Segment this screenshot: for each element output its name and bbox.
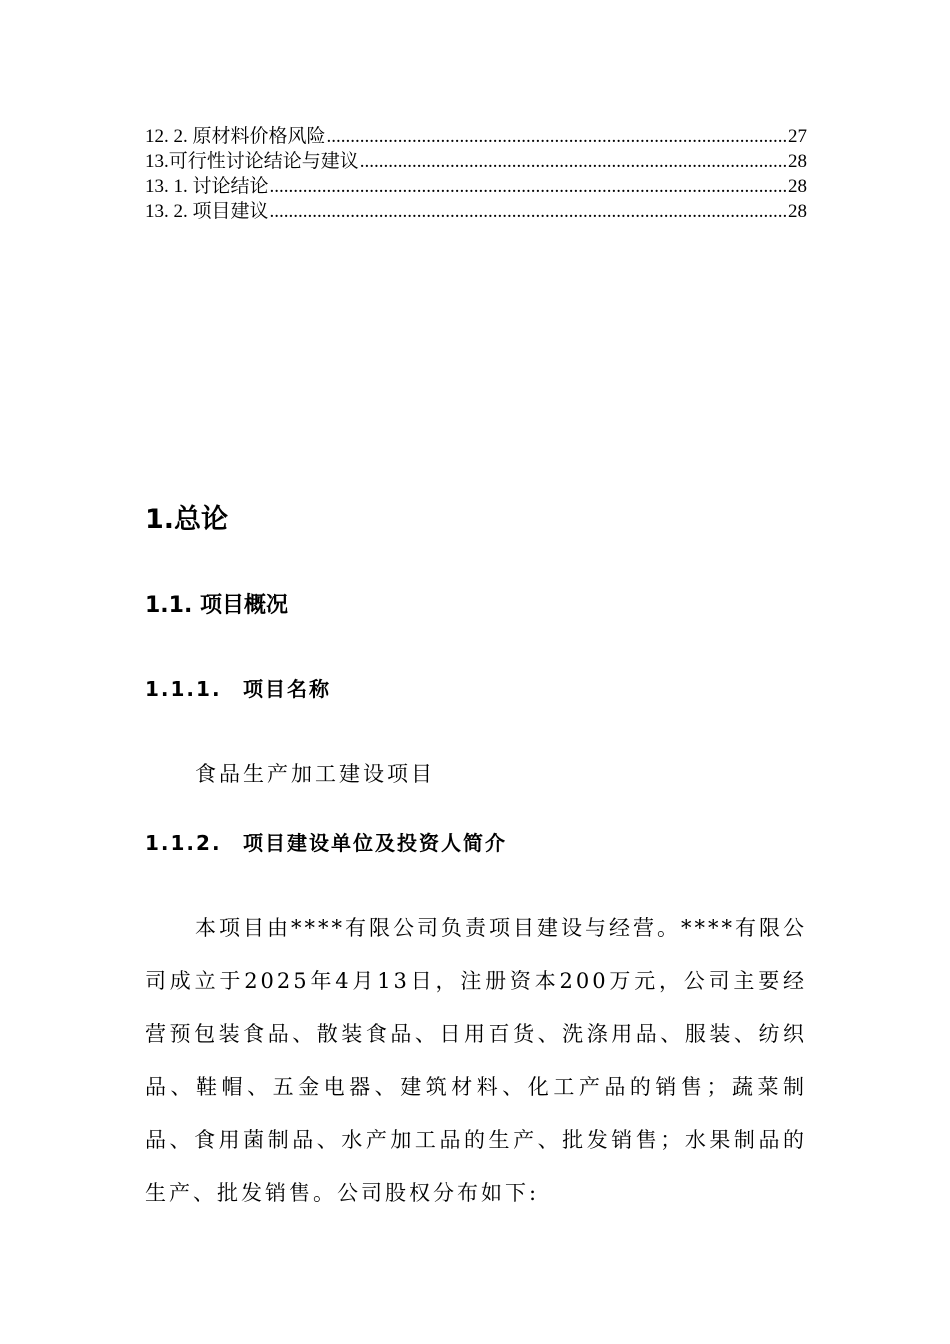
subsection-title: 项目名称: [243, 677, 331, 701]
subsection-number: 1.1.2.: [145, 831, 222, 855]
subsection-heading-investor: [145, 826, 507, 860]
toc-entry[interactable]: [145, 124, 807, 149]
toc-entry-label: 13. 2. 项目建议: [145, 201, 269, 222]
toc-entry[interactable]: [145, 174, 807, 199]
section-heading: 1.1. 项目概况: [145, 593, 288, 618]
toc-leader-dots: [270, 199, 787, 224]
toc-leader-dots: [270, 174, 787, 199]
toc-entry-page: 28: [788, 151, 807, 172]
project-name-text: 食品生产加工建设项目: [195, 762, 435, 786]
toc-entry-label: 13. 1. 讨论结论: [145, 176, 269, 197]
toc-entry-page: 28: [788, 176, 807, 197]
investor-description-paragraph: 本项目由****有限公司负责项目建设与经营。****有限公司成立于2025年4月13日，注册资本200万元，公司主要经营预包装食品、散装食品、日用百货、洗涤用品、服装、纺织品、鞋帽、五金电器、建筑材料、化工产品的销售；蔬菜制品、食用菌制品、水产加工品的生产、批发销售；水果制品的生产、批发销售。公司股权分布如下:: [145, 916, 807, 1205]
toc-entry[interactable]: [145, 199, 807, 224]
toc-entry-page: 27: [788, 126, 807, 147]
toc-entry-page: 28: [788, 201, 807, 222]
toc-leader-dots: [360, 149, 787, 174]
toc-entry[interactable]: [145, 149, 807, 174]
subsection-number: 1.1.1.: [145, 677, 222, 701]
toc-entry-label: 12. 2. 原材料价格风险: [145, 126, 326, 147]
table-of-contents: [145, 124, 807, 224]
toc-leader-dots: [327, 124, 787, 149]
toc-entry-label: 13.可行性讨论结论与建议: [145, 151, 359, 172]
subsection-title: 项目建设单位及投资人简介: [243, 831, 507, 855]
subsection-heading-project-name: [145, 672, 331, 706]
chapter-heading: 1.总论: [145, 504, 229, 535]
